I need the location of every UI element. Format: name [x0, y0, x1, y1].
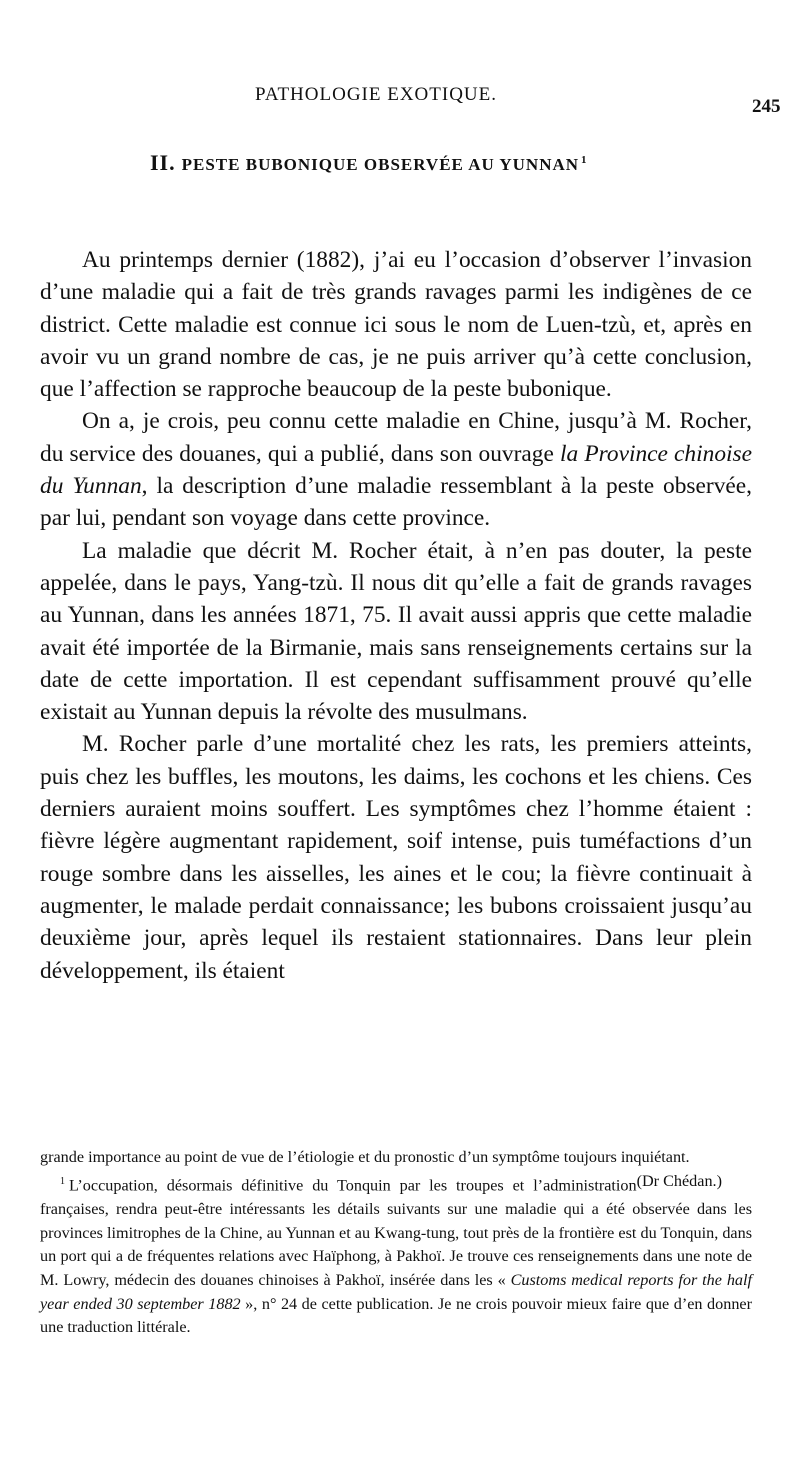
book-title: la Province chinoise du Yunnan [40, 440, 753, 500]
section-title-text: PESTE BUBONIQUE OBSERVÉE AU YUNNAN [181, 155, 580, 174]
paragraph: La maladie que décrit M. Rocher était, à n’en pas douter, la peste appelée, dans le pays, Yang-tzù. Il nous dit qu’elle a fait de grands ravages au Yunnan, dans les années 1871, 75. Il avait aussi appris que cette maladie avait été importée de la Birmanie, mais sans renseignements certains sur la date de cette importation. Il est cependant suffisamment prouvé qu’elle existait au Yunnan depuis la révolte des musulmans. [40, 537, 752, 726]
footnote-reference: 1 [581, 154, 588, 167]
footnote-continuation [40, 1146, 752, 1190]
body-text [40, 244, 752, 987]
section-number: II. [150, 150, 176, 175]
footnote-text: grande importance au point de vue de l’étiologie et du pronostic d’un symptôme toujours inquiétant. [40, 1148, 690, 1166]
paragraph: M. Rocher parle d’une mortalité chez les rats, les premiers atteints, puis chez les buffles, les moutons, les daims, les cochons et les chiens. Ces derniers auraient moins souffert. Les symptômes chez l’homme étaient : fièvre légère augmentant rapidement, soif intense, puis tuméfactions d’un rouge sombre dans les aisselles, les aines et le cou; la fièvre continuait à augmenter, le malade perdait connaissance; les bubons croissaient jusqu’au deuxième jour, après lequel ils restaient stationnaires. Dans leur plein développement, ils étaient [40, 731, 752, 984]
paragraph [40, 405, 752, 534]
running-head: PATHOLOGIE EXOTIQUE. [255, 84, 497, 105]
page-number: 245 [752, 96, 781, 117]
footnote-text: », n° 24 de cette publication. Je ne crois pouvoir mieux faire que d’en donner une traduction littérale. [40, 1294, 752, 1337]
footnote-1 [40, 1170, 752, 1340]
footnote-signature: (Dr Chédan.) [636, 1171, 722, 1190]
footnote-text: L’occupation, désormais définitive du Tonquin par les troupes et l’administration françaises, rendra peut-être intéressants les détails suivants sur une maladie qui a été observée dans les provinces limitrophes de la Chine, au Yunnan et au Kwang-tung, tout près de la frontière est du Tonquin, dans un port qui a de fréquentes relations avec Haïphong, à Pakhoï. Je trouve ces renseignements dans une note de M. Lowry, médecin des douanes chinoises à Pakhoï, insérée dans les « [40, 1176, 752, 1289]
footnote-mark: 1 [60, 1175, 65, 1187]
section-heading [150, 150, 710, 176]
report-title: Customs medical reports for the half year ended 30 september 1882 [40, 1270, 753, 1313]
paragraph-text: , la description d’une maladie ressemblant à la peste observée, par lui, pendant son voyage dans cette province. [40, 473, 752, 532]
paragraph-text: On a, je crois, peu connu cette maladie en Chine, jusqu’à M. Rocher, du service des douanes, qui a publié, dans son ouvrage [40, 408, 752, 467]
paragraph: Au printemps dernier (1882), j’ai eu l’occasion d’observer l’invasion d’une maladie qui a fait de très grands ravages parmi les indigènes de ce district. Cette maladie est connue ici sous le nom de Luen-tzù, et, après en avoir vu un grand nombre de cas, je ne puis arriver qu’à cette conclusion, que l’affection se rapproche beaucoup de la peste bubonique. [40, 247, 752, 403]
footnotes [40, 1146, 752, 1340]
